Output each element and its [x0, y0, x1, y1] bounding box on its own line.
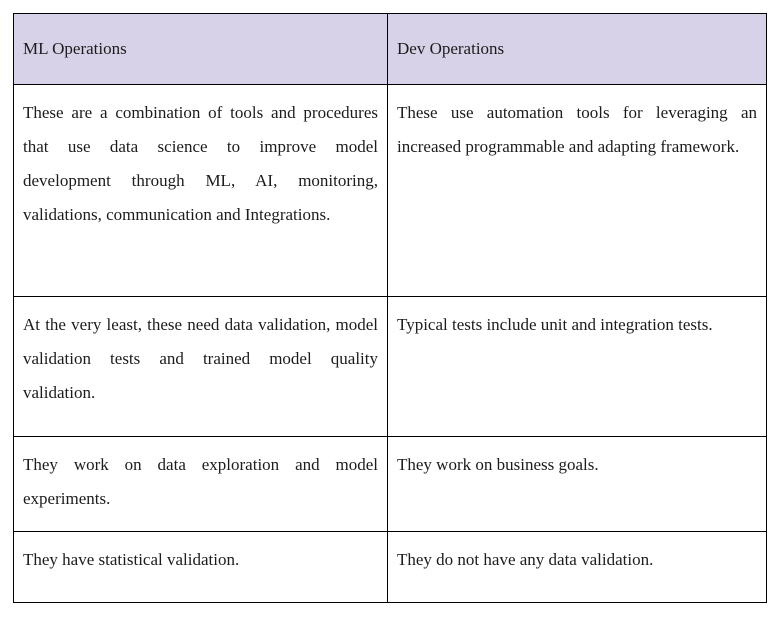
table-row: [14, 437, 767, 532]
table-cell-devops-definition: These use automation tools for leveraging an increased programmable and adapting framework.: [388, 85, 767, 297]
table-cell-devops-validation: They do not have any data validation.: [388, 532, 767, 603]
comparison-table: [13, 13, 767, 603]
table-row: [14, 297, 767, 437]
table-row: [14, 532, 767, 603]
header-row: [14, 14, 767, 85]
table-cell-mlops-testing: At the very least, these need data validation, model validation tests and trained model quality validation.: [14, 297, 388, 437]
table-cell-mlops-definition: These are a combination of tools and procedures that use data science to improve model development through ML, AI, monitoring, validations, communication and Integrations.: [14, 85, 388, 297]
table-row: [14, 85, 767, 297]
table-cell-devops-focus: They work on business goals.: [388, 437, 767, 532]
table-cell-mlops-validation: They have statistical validation.: [14, 532, 388, 603]
table-cell-mlops-focus: They work on data exploration and model experiments.: [14, 437, 388, 532]
header-cell-dev-operations: Dev Operations: [388, 14, 767, 85]
header-cell-ml-operations: ML Operations: [14, 14, 388, 85]
table-cell-devops-testing: Typical tests include unit and integration tests.: [388, 297, 767, 437]
